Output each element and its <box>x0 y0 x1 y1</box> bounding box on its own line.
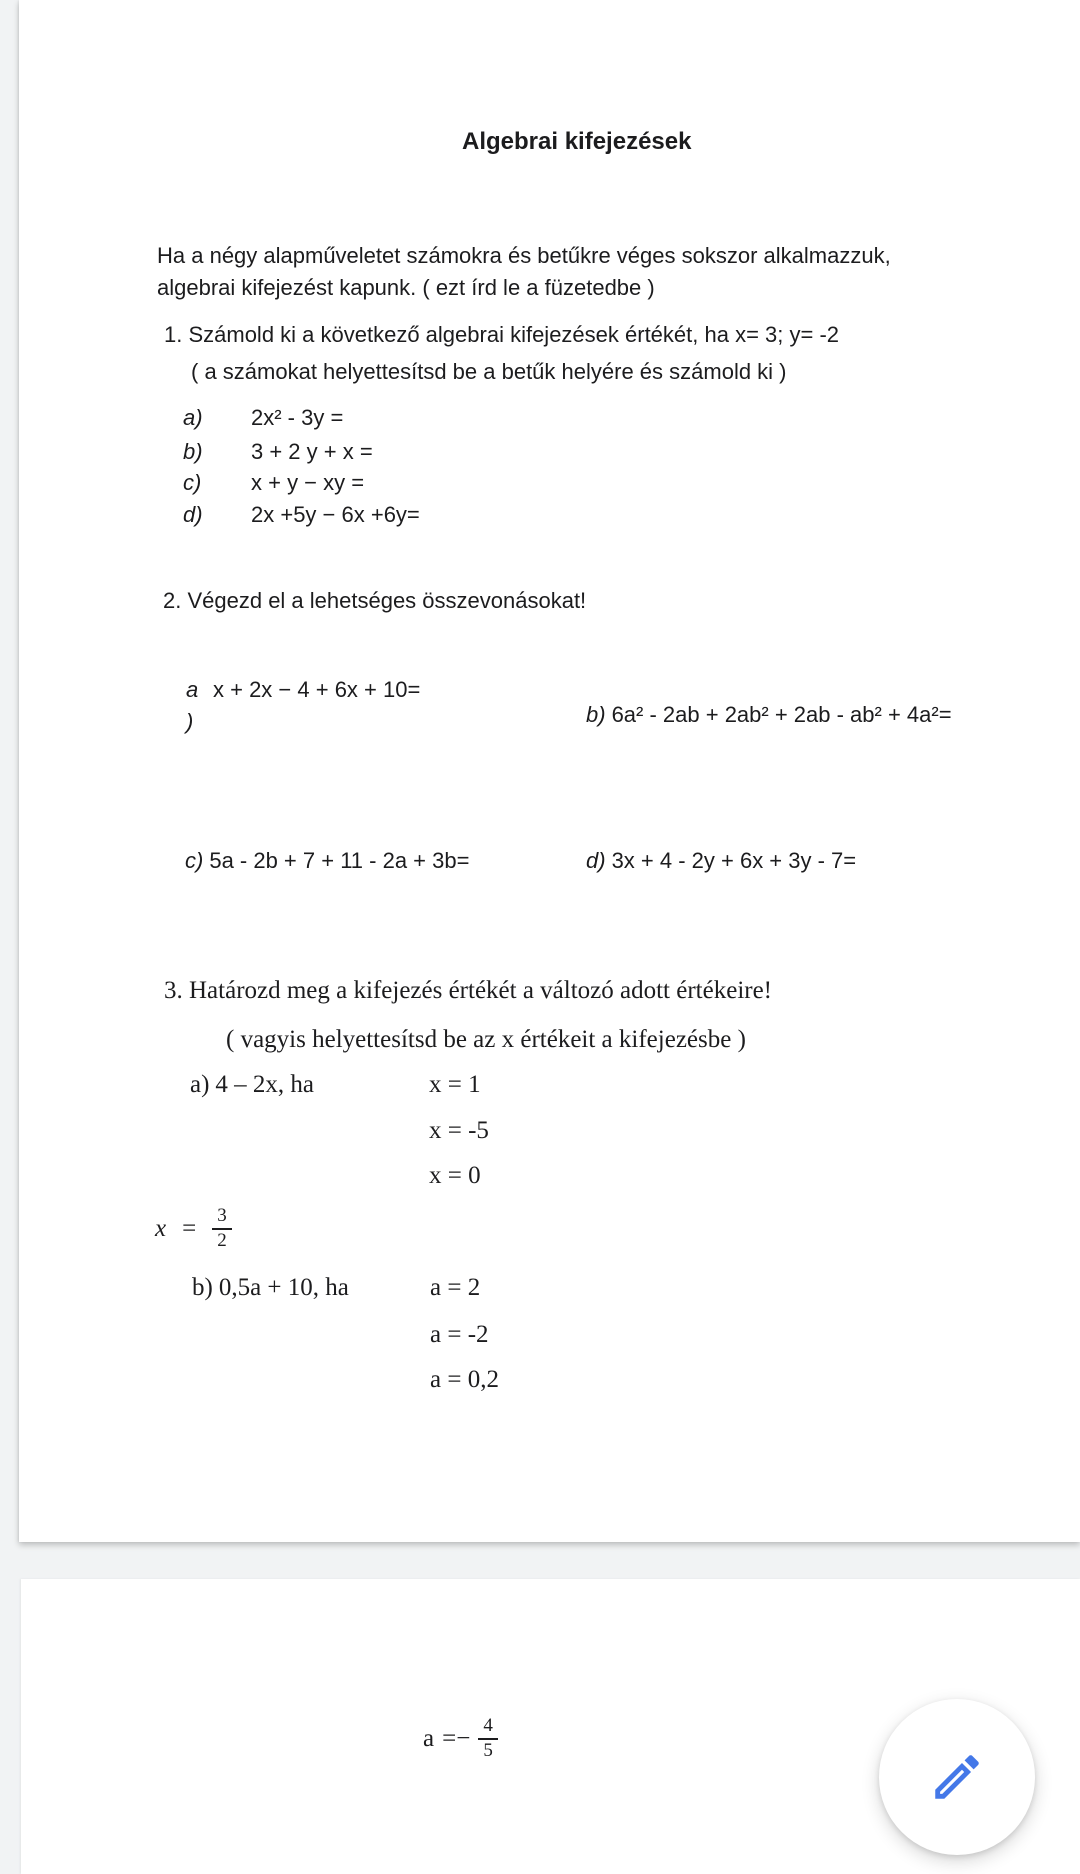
exercise3-item-b-value-1: a = 2 <box>430 1274 481 1301</box>
item-expression: 0,5a + 10, ha <box>218 1274 349 1301</box>
exercise2-item-a-label-line1: a <box>186 677 199 702</box>
item-expression: 6a² - 2ab + 2ab² + 2ab - ab² + 4a²= <box>611 702 952 727</box>
item-label: b) <box>586 702 606 727</box>
exercise2-heading: 2. Végezd el a lehetséges összevonásokat! <box>163 588 587 613</box>
item-expression: 2x² - 3y = <box>251 405 344 430</box>
exercise1-item-d <box>183 499 420 531</box>
edit-pencil-icon <box>928 1748 986 1806</box>
page-title: Algebrai kifejezések <box>462 128 692 155</box>
fraction <box>212 1206 232 1252</box>
item-expression: x + y − xy = <box>251 470 365 495</box>
exercise3-item-b-value-4-fraction <box>423 1716 498 1762</box>
item-label: c) <box>183 470 202 495</box>
fraction-numerator: 3 <box>212 1206 232 1230</box>
item-expression: 2x +5y − 6x +6y= <box>251 502 420 527</box>
fraction-numerator: 4 <box>478 1716 498 1740</box>
exercise3-item-a <box>190 1068 314 1102</box>
item-expression: 3 + 2 y + x = <box>251 439 373 464</box>
exercise2-item-b <box>586 699 952 731</box>
exercise1-item-b <box>183 436 373 468</box>
item-label: c) <box>185 848 204 873</box>
exercise1-item-a <box>183 402 343 434</box>
fraction-denominator: 5 <box>483 1739 493 1761</box>
exercise1-item-c <box>183 467 364 499</box>
fraction-equals: = <box>182 1214 197 1242</box>
exercise3-item-a-value-1: x = 1 <box>429 1071 481 1098</box>
exercise1-heading: 1. Számold ki a következő algebrai kifejezések értékét, ha x= 3; y= -2 <box>164 322 840 347</box>
exercise3-item-b-value-2: a = -2 <box>430 1321 489 1348</box>
exercise3-item-a-value-2: x = -5 <box>429 1117 489 1144</box>
fraction-equals-minus: =− <box>442 1724 471 1752</box>
item-expression: 4 – 2x, ha <box>215 1071 315 1098</box>
exercise2-item-a-label-line2: ) <box>186 709 194 734</box>
fraction-variable: a <box>423 1724 435 1752</box>
item-label: d) <box>586 848 606 873</box>
item-label: a) <box>183 405 203 430</box>
exercise1-subheading: ( a számokat helyettesítsd be a betűk helyére és számold ki ) <box>191 359 787 384</box>
item-expression: 5a - 2b + 7 + 11 - 2a + 3b= <box>209 848 470 873</box>
item-label: b) <box>183 439 203 464</box>
exercise3-item-b <box>192 1271 349 1305</box>
fraction-variable: x <box>155 1214 167 1242</box>
page-1 <box>19 0 1080 1542</box>
item-expression: 3x + 4 - 2y + 6x + 3y - 7= <box>611 848 857 873</box>
intro-line-2: algebrai kifejezést kapunk. ( ezt írd le a füzetedbe ) <box>157 275 655 300</box>
exercise3-item-b-value-3: a = 0,2 <box>430 1366 499 1393</box>
exercise3-item-a-value-4-fraction <box>155 1206 232 1252</box>
exercise3-subheading: ( vagyis helyettesítsd be az x értékeit a kifejezésbe ) <box>226 1026 746 1053</box>
exercise2-item-d <box>586 845 856 877</box>
item-label: a) <box>190 1071 210 1098</box>
fraction <box>478 1716 498 1762</box>
exercise2-item-c <box>185 845 469 877</box>
exercise3-heading: 3. Határozd meg a kifejezés értékét a változó adott értékeire! <box>164 977 773 1004</box>
edit-fab-button[interactable] <box>879 1699 1035 1855</box>
exercise2-item-a-expression: x + 2x − 4 + 6x + 10= <box>213 677 421 702</box>
fraction-denominator: 2 <box>217 1229 227 1251</box>
item-label: d) <box>183 502 203 527</box>
item-label: b) <box>192 1274 213 1301</box>
exercise3-item-a-value-3: x = 0 <box>429 1162 481 1189</box>
intro-line-1: Ha a négy alapműveletet számokra és betűkre véges sokszor alkalmazzuk, <box>157 243 891 268</box>
